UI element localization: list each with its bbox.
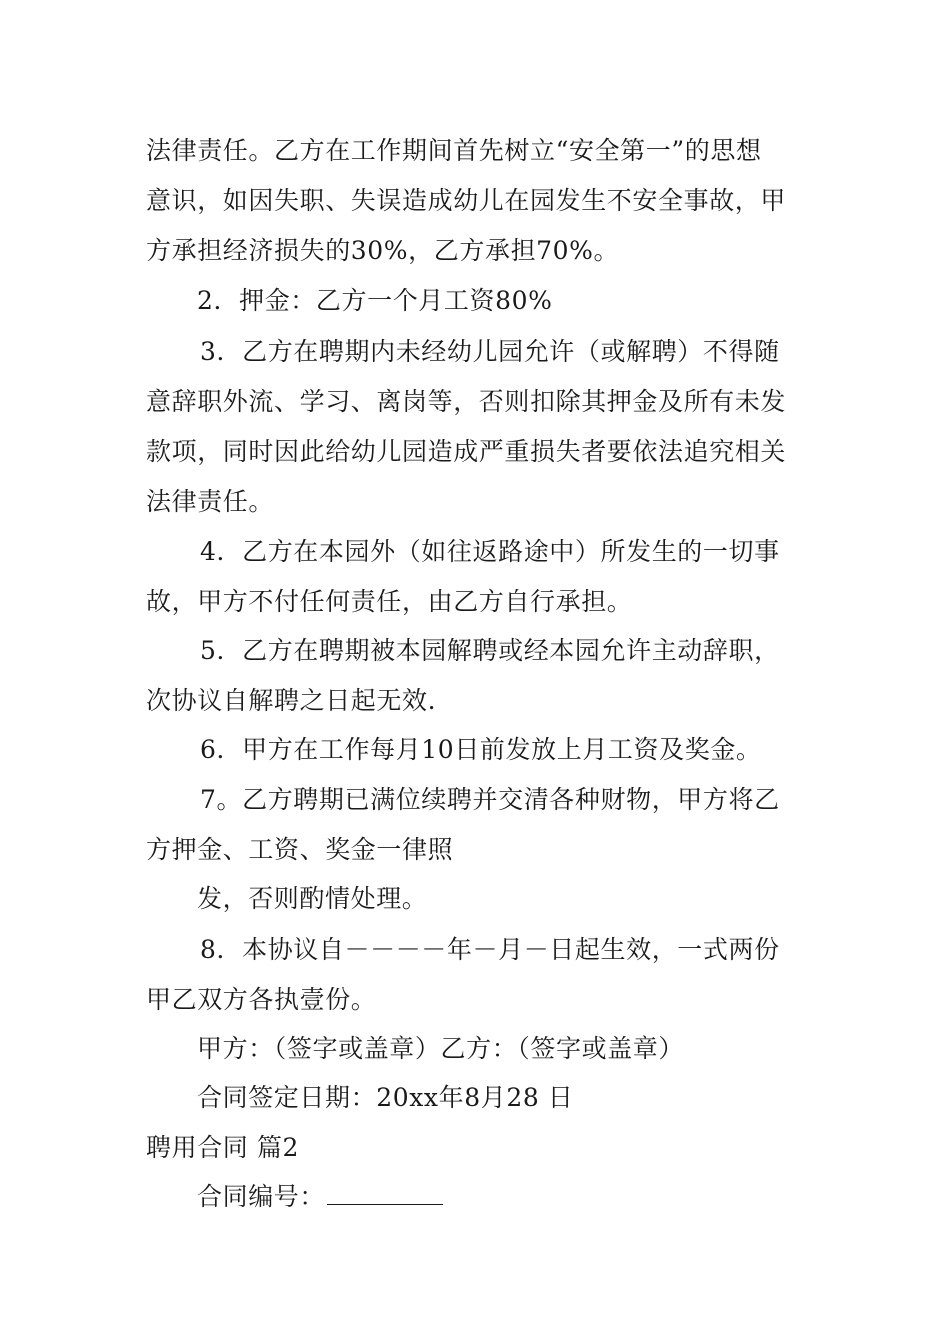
- clause-5-line-1: 5．乙方在聘期被本园解聘或经本园允许主动辞职，: [200, 636, 780, 665]
- signature-line: 甲方：（签字或盖章）乙方：（签字或盖章）: [197, 1034, 685, 1063]
- contract-number-blank: [327, 1182, 443, 1205]
- contract-signing-date: 合同签定日期：20xx年8月28 日: [197, 1083, 574, 1112]
- clause-3-line-1: 3．乙方在聘期内未经幼儿园允许（或解聘）不得随: [200, 337, 780, 366]
- contract-number-line: [197, 1182, 443, 1212]
- clause-3-line-2: 意辞职外流、学习、离岗等，否则扣除其押金及所有未发: [146, 387, 787, 416]
- clause-3-line-4: 法律责任。: [146, 487, 275, 516]
- paragraph-line-2: 意识，如因失职、失误造成幼儿在园发生不安全事故，甲: [146, 186, 787, 215]
- clause-8-line-1: 8．本协议自－－－－年－月－日起生效，一式两份: [200, 935, 780, 964]
- clause-4-line-1: 4．乙方在本园外（如往返路途中）所发生的一切事: [200, 537, 780, 566]
- clause-7-line-3: 发，否则酌情处理。: [197, 884, 428, 913]
- clause-7-line-1: 7。乙方聘期已满位续聘并交清各种财物，甲方将乙: [200, 785, 780, 814]
- clause-3-line-3: 款项，同时因此给幼儿园造成严重损失者要依法追究相关: [146, 437, 787, 466]
- clause-5-line-2: 次协议自解聘之日起无效.: [146, 686, 437, 715]
- clause-4-line-2: 故，甲方不付任何责任，由乙方自行承担。: [146, 587, 633, 616]
- clause-6: 6．甲方在工作每月10日前发放上月工资及奖金。: [200, 735, 762, 764]
- contract-number-label: 合同编号：: [197, 1182, 326, 1211]
- clause-8-line-2: 甲乙双方各执壹份。: [146, 985, 377, 1014]
- paragraph-line-3: 方承担经济损失的30%，乙方承担70%。: [146, 236, 620, 265]
- section-heading-contract-2: 聘用合同 篇2: [146, 1133, 300, 1162]
- clause-2-deposit: 2．押金：乙方一个月工资80%: [197, 286, 553, 315]
- paragraph-line-1: 法律责任。乙方在工作期间首先树立“安全第一”的思想: [146, 136, 762, 165]
- clause-7-line-2: 方押金、工资、奖金一律照: [146, 835, 454, 864]
